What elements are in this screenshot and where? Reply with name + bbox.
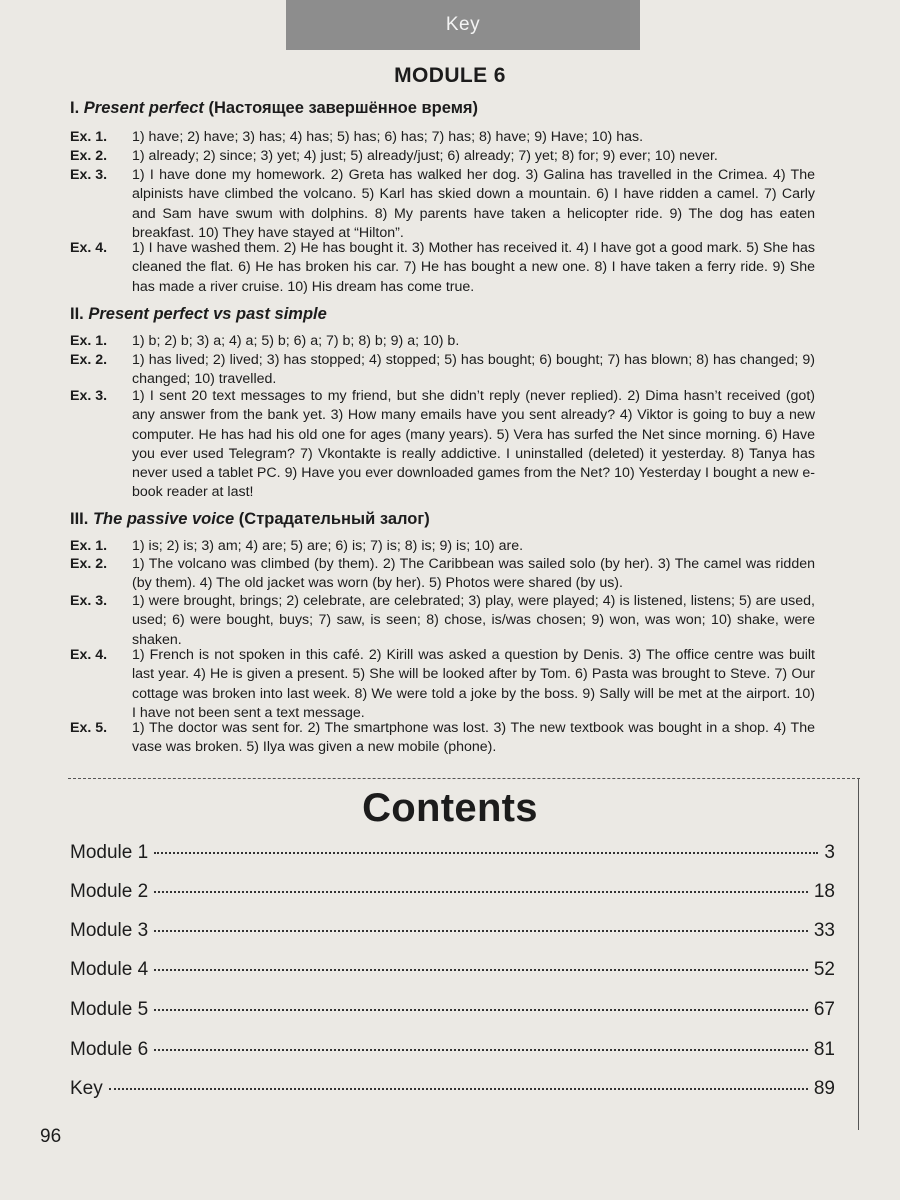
- toc-leader-dots: [154, 1008, 808, 1011]
- toc-item-name: Module 4: [70, 959, 149, 980]
- exercise-text: 1) French is not spoken in this café. 2) Kirill was asked a question by Denis. 3) The office centre was built last year. 4) He is given a present. 5) She will be looked after by Tom. 6) Pasta was brought to Steve. 7) Our cottage was broken into last week. 8) We were told a joke by the boss. 9) Sally will be met at the airport. 10) I have not been sent a text message.: [132, 647, 815, 721]
- toc-item[interactable]: [70, 1039, 835, 1065]
- exercise-text: 1) have; 2) have; 3) has; 4) has; 5) has; 6) has; 7) has; 8) have; 9) Have; 10) has.: [132, 129, 644, 145]
- exercise-label: Ex. 4.: [70, 240, 108, 256]
- exercise-label: Ex. 2.: [70, 556, 108, 572]
- toc-item[interactable]: [70, 842, 835, 868]
- exercise-label: Ex. 1.: [70, 538, 108, 554]
- section-number: III.: [70, 510, 89, 528]
- exercise-label: Ex. 1.: [70, 333, 108, 349]
- toc-leader-dots: [109, 1087, 808, 1090]
- module-title: MODULE 6: [394, 64, 506, 87]
- toc-item-name: Module 1: [70, 842, 149, 863]
- key-header-label: Key: [445, 14, 481, 35]
- section-title-rest: (Страдательный залог): [238, 510, 430, 528]
- toc-item-name: Key: [70, 1078, 103, 1099]
- toc-page-number: 18: [813, 881, 835, 902]
- exercise-text: 1) is; 2) is; 3) am; 4) are; 5) are; 6) is; 7) is; 8) is; 9) is; 10) are.: [132, 538, 524, 554]
- toc-page-number: 89: [813, 1078, 835, 1099]
- section-title-italic: Present perfect vs past simple: [88, 305, 327, 323]
- section-number: II.: [70, 305, 84, 323]
- exercise-text: 1) already; 2) since; 3) yet; 4) just; 5) already/just; 6) already; 7) yet; 8) for; 9) ever; 10) never.: [132, 148, 718, 164]
- exercise-text: 1) I have washed them. 2) He has bought it. 3) Mother has received it. 4) I have got a good mark. 5) She has cleaned the flat. 6) He has broken his car. 7) He has bought a new one. 8) I have taken a ferry ride. 9) She has made a river cruise. 10) His dream has come true.: [132, 240, 815, 295]
- toc-item[interactable]: [70, 959, 835, 985]
- section-heading-1: [70, 99, 478, 118]
- toc-page-number: 81: [813, 1039, 835, 1060]
- toc-item-name: Module 2: [70, 881, 149, 902]
- exercise-text: 1) The doctor was sent for. 2) The smartphone was lost. 3) The new textbook was bought in a shop. 4) The vase was broken. 5) Ilya was given a new mobile (phone).: [132, 720, 815, 756]
- exercise-answer: [70, 351, 815, 390]
- toc-item-name: Module 5: [70, 999, 149, 1020]
- toc-leader-dots: [154, 1048, 808, 1051]
- exercise-label: Ex. 3.: [70, 593, 108, 609]
- toc-page-number: 33: [813, 920, 835, 941]
- toc-leader-dots: [154, 929, 808, 932]
- toc-item-name: Module 6: [70, 1039, 149, 1060]
- exercise-answer: [70, 239, 815, 297]
- exercise-answer: [70, 166, 815, 243]
- exercise-answer: [70, 592, 815, 650]
- page-number: 96: [40, 1126, 62, 1147]
- exercise-answer: [70, 332, 815, 351]
- section-heading-2: [70, 305, 327, 324]
- toc-leader-dots: [154, 890, 808, 893]
- exercise-label: Ex. 2.: [70, 148, 108, 164]
- toc-leader-dots: [154, 968, 808, 971]
- section-number: I.: [70, 99, 80, 117]
- exercise-label: Ex. 3.: [70, 167, 108, 183]
- exercise-answer: [70, 646, 815, 723]
- exercise-answer: [70, 387, 815, 503]
- toc-page-number: 3: [824, 842, 835, 863]
- contents-title: Contents: [362, 786, 538, 830]
- exercise-label: Ex. 4.: [70, 647, 108, 663]
- exercise-answer: [70, 128, 815, 147]
- toc-page-number: 52: [813, 959, 835, 980]
- section-title-italic: The passive voice: [92, 510, 235, 528]
- toc-item[interactable]: [70, 999, 835, 1025]
- toc-item[interactable]: [70, 881, 835, 907]
- section-title-italic: Present perfect: [83, 99, 204, 117]
- exercise-answer: [70, 147, 815, 166]
- exercise-answer: [70, 555, 815, 594]
- toc-item-name: Module 3: [70, 920, 149, 941]
- toc-item[interactable]: [70, 920, 835, 946]
- exercise-text: 1) I have done my homework. 2) Greta has walked her dog. 3) Galina has travelled in the Crimea. 4) The alpinists have climbed the volcano. 5) Karl has skied down a mountain. 6) I have ridden a camel. 7) Carly and Sam have swum with dolphins. 8) My parents have taken a helicopter ride. 9) The dog has eaten breakfast. 10) They have stayed at “Hilton”.: [132, 167, 815, 241]
- section-heading-3: [70, 510, 430, 529]
- exercise-text: 1) b; 2) b; 3) a; 4) a; 5) b; 6) a; 7) b; 8) b; 9) a; 10) b.: [132, 333, 460, 349]
- exercise-label: Ex. 1.: [70, 129, 108, 145]
- toc-page-number: 67: [813, 999, 835, 1020]
- exercise-label: Ex. 3.: [70, 388, 108, 404]
- exercise-text: 1) The volcano was climbed (by them). 2) The Caribbean was sailed solo (by her). 3) The camel was ridden (by them). 4) The old jacket was worn (by her). 5) Photos were shared (by us).: [132, 556, 815, 592]
- exercise-text: 1) were brought, brings; 2) celebrate, are celebrated; 3) play, were played; 4) is listened, listens; 5) are used, used; 6) were bought, buys; 7) saw, is seen; 8) chose, is/was chosen; 9) won, was won; 10) shake, were shaken.: [132, 593, 815, 648]
- toc-leader-dots: [154, 851, 818, 854]
- toc-item[interactable]: [70, 1078, 835, 1104]
- exercise-answer: [70, 537, 815, 556]
- exercise-text: 1) has lived; 2) lived; 3) has stopped; 4) stopped; 5) has bought; 6) bought; 7) has blown; 8) has changed; 9) changed; 10) travelled.: [132, 352, 815, 388]
- key-header-band: [286, 0, 640, 50]
- exercise-answer: [70, 719, 815, 758]
- section-title-rest: (Настоящее завершённое время): [208, 99, 479, 117]
- exercise-label: Ex. 5.: [70, 720, 108, 736]
- exercise-text: 1) I sent 20 text messages to my friend, but she didn’t reply (never replied). 2) Dima hasn’t received (got) any answer from the bank yet. 3) How many emails have you sent already? 4) Viktor is going to buy a new computer. He has had his old one for ages (many years). 5) Vera has surfed the Net since morning. 6) Have you ever used Telegram? 7) Vkontakte is really addictive. I uninstalled (deleted) it yesterday. 8) Tanya has never used a tablet PC. 9) Have you ever downloaded games from the Net? 10) Yesterday I bought a new e-book reader at last!: [132, 388, 815, 501]
- exercise-label: Ex. 2.: [70, 352, 108, 368]
- contents-top-rule: [68, 778, 860, 779]
